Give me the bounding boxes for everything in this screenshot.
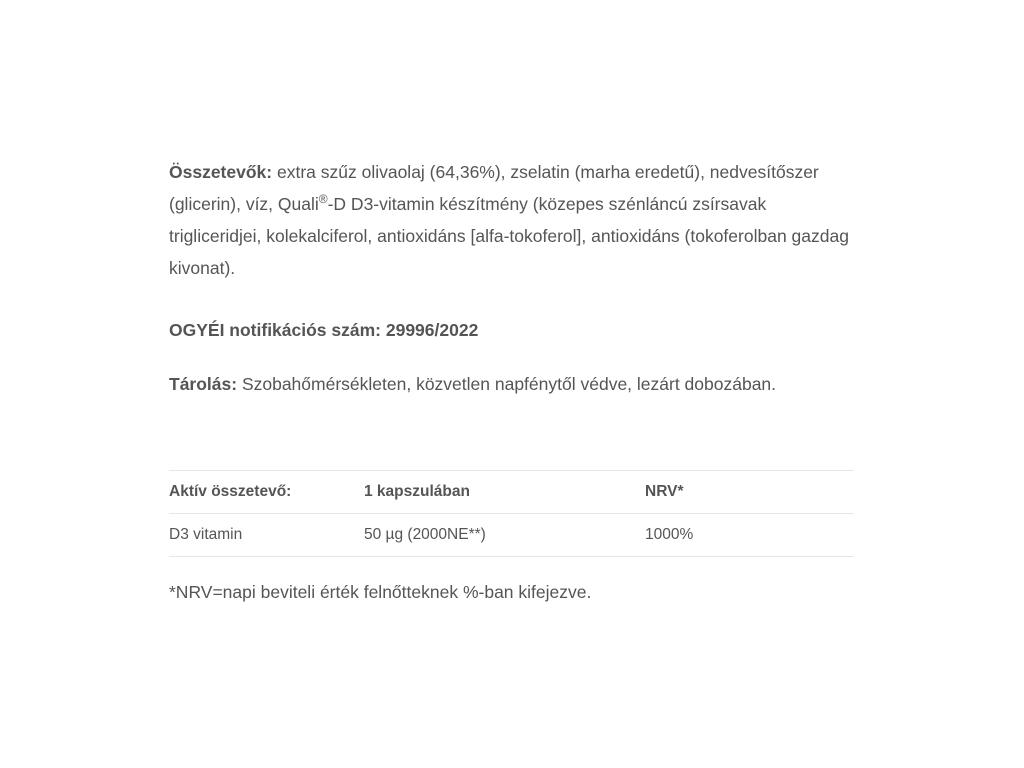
product-info <box>169 156 854 602</box>
storage-paragraph <box>169 368 776 400</box>
notification-number: OGYÉI notifikációs szám: 29996/2022 <box>169 320 479 340</box>
table-row <box>169 514 854 557</box>
ingredients-label: Összetevők: <box>169 162 273 182</box>
ingredients-text-2: -D D3-vitamin készítmény (közepes szénláncú zsírsavak trigliceridjei, kolekalciferol, antioxidáns [alfa-tokoferol], antioxidáns (tokoferolban gazdag kivonat). <box>169 194 849 278</box>
ingredients-paragraph <box>169 156 854 284</box>
table-cell-ingredient: D3 vitamin <box>169 514 364 557</box>
registered-mark: ® <box>318 192 328 207</box>
nrv-footnote: *NRV=napi beviteli érték felnőtteknek %-ban kifejezve. <box>169 582 592 602</box>
storage-text: Szobahőmérsékleten, közvetlen napfénytől védve, lezárt dobozában. <box>237 374 777 394</box>
table-header-per-capsule: 1 kapszulában <box>364 471 645 514</box>
table-header-nrv: NRV* <box>645 471 854 514</box>
table-cell-amount: 50 µg (2000NE**) <box>364 514 645 557</box>
table-header-ingredient: Aktív összetevő: <box>169 471 364 514</box>
table-header-row <box>169 471 854 514</box>
ingredients-text-1: extra szűz olivaolaj (64,36%), zselatin (marha eredetű), nedvesítőszer (glicerin), víz, Quali <box>169 162 819 214</box>
table-cell-nrv: 1000% <box>645 514 854 557</box>
nutrition-table <box>169 470 854 557</box>
storage-label: Tárolás: <box>169 374 238 394</box>
